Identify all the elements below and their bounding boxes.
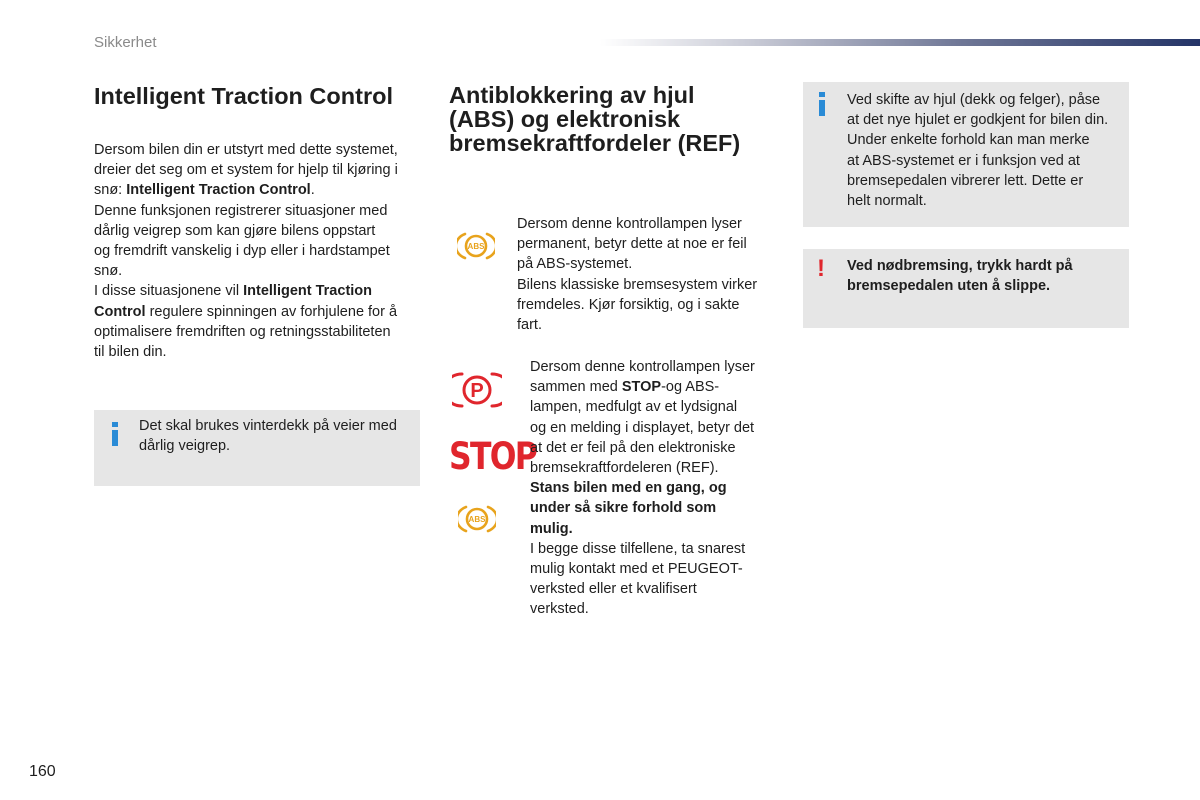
text-line: permanent, betyr dette at noe er feil <box>517 236 747 253</box>
text-line: dreier det seg om et system for hjelp til kjøring i <box>94 162 398 179</box>
section-label: Sikkerhet <box>94 34 157 51</box>
text-line: verksted. <box>530 601 589 618</box>
title-line: (ABS) og elektronisk <box>449 106 681 132</box>
text-line: at det er feil på den elektroniske <box>530 439 736 456</box>
title-line: Antiblokkering av hjul <box>449 82 695 108</box>
text-line: I disse situasjonene vil Intelligent Traction <box>94 283 373 300</box>
abs-lamp-text <box>517 214 787 335</box>
text-line: bremsepedalen uten å slippe. <box>847 278 1051 295</box>
text-line: helt normalt. <box>847 193 927 210</box>
brake-warning-icon <box>452 370 502 410</box>
text-line: og en melding i displayet, betyr det <box>530 419 755 436</box>
text-line: på ABS-systemet. <box>517 256 633 273</box>
park-label: P <box>470 380 484 402</box>
text-line: snø: Intelligent Traction Control. <box>94 182 315 199</box>
warning-text <box>847 256 1073 296</box>
text-line: Ved nødbremsing, trykk hardt på <box>847 258 1073 274</box>
bold-term: Control <box>94 303 146 320</box>
info-icon <box>819 92 825 116</box>
tip-box <box>94 410 420 486</box>
itc-body <box>94 140 424 362</box>
text-line: Det skal brukes vinterdekk på veier med <box>139 418 397 434</box>
text-line: Dersom denne kontrollampen lyser <box>517 216 742 232</box>
text-line: bremsepedalen vibrerer lett. Dette er <box>847 172 1084 189</box>
text-line: at det nye hjulet er godkjent for bilen din. <box>847 112 1109 129</box>
text-line: at ABS-systemet er i funksjon ved at <box>847 152 1080 169</box>
warning-box <box>803 249 1129 328</box>
info-box <box>803 82 1129 227</box>
bold-term: Intelligent Traction Control <box>126 182 311 199</box>
header-bar <box>600 39 1200 46</box>
text-line-bold: under så sikre forhold som <box>530 500 717 517</box>
ref-lamp-text <box>530 357 790 620</box>
abs-warning-icon <box>457 230 495 262</box>
section-title-itc: Intelligent Traction Control <box>94 83 393 109</box>
text-line: I begge disse tilfellene, ta snarest <box>530 540 746 557</box>
text-line: verksted eller et kvalifisert <box>530 581 697 598</box>
page-number: 160 <box>29 763 56 780</box>
text-line: Bilens klassiske bremsesystem virker <box>517 276 758 293</box>
title-line: bremsekraftfordeler (REF) <box>449 130 741 156</box>
text-line: snø. <box>94 263 123 280</box>
text-line: lampen, medfulgt av et lydsignal <box>530 399 738 416</box>
text-line: bremsekraftfordeleren (REF). <box>530 460 719 477</box>
text-line: Dersom bilen din er utstyrt med dette systemet, <box>94 142 398 158</box>
text-line: Under enkelte forhold kan man merke <box>847 132 1090 149</box>
text-line: fart. <box>517 317 542 334</box>
text-line: dårlig veigrep. <box>139 438 231 455</box>
abs-warning-icon <box>458 503 496 535</box>
abs-label: ABS <box>468 515 486 524</box>
text-line: Ved skifte av hjul (dekk og felger), påse <box>847 92 1101 108</box>
bold-term: STOP <box>621 379 662 396</box>
stop-warning-icon: STOP <box>449 435 537 478</box>
info-text <box>847 90 1108 211</box>
text-line: fremdeles. Kjør forsiktig, og i sakte <box>517 296 740 313</box>
text-line: sammen med STOP-og ABS- <box>530 379 720 396</box>
bold-term: Intelligent Traction <box>243 283 373 300</box>
text-line-bold: Stans bilen med en gang, og <box>530 480 727 497</box>
text-line: Control regulere spinningen av forhjulene for å <box>94 303 398 320</box>
warning-icon: ! <box>817 255 825 282</box>
text-line: Denne funksjonen registrerer situasjoner med <box>94 202 388 219</box>
abs-label: ABS <box>467 242 485 251</box>
text-line: til bilen din. <box>94 344 167 361</box>
text-line: dårlig veigrep som kan gjøre bilens oppstart <box>94 222 376 239</box>
text-line: og fremdrift vanskelig i dyp eller i hardstampet <box>94 243 390 260</box>
text-line-bold: mulig. <box>530 520 573 537</box>
text-line: mulig kontakt med et PEUGEOT- <box>530 561 743 578</box>
text-line: optimalisere fremdriften og retningsstabiliteten <box>94 323 391 340</box>
tip-text <box>139 416 397 456</box>
info-icon <box>112 422 118 446</box>
section-title-abs <box>449 83 779 155</box>
text-line: Dersom denne kontrollampen lyser <box>530 359 755 375</box>
